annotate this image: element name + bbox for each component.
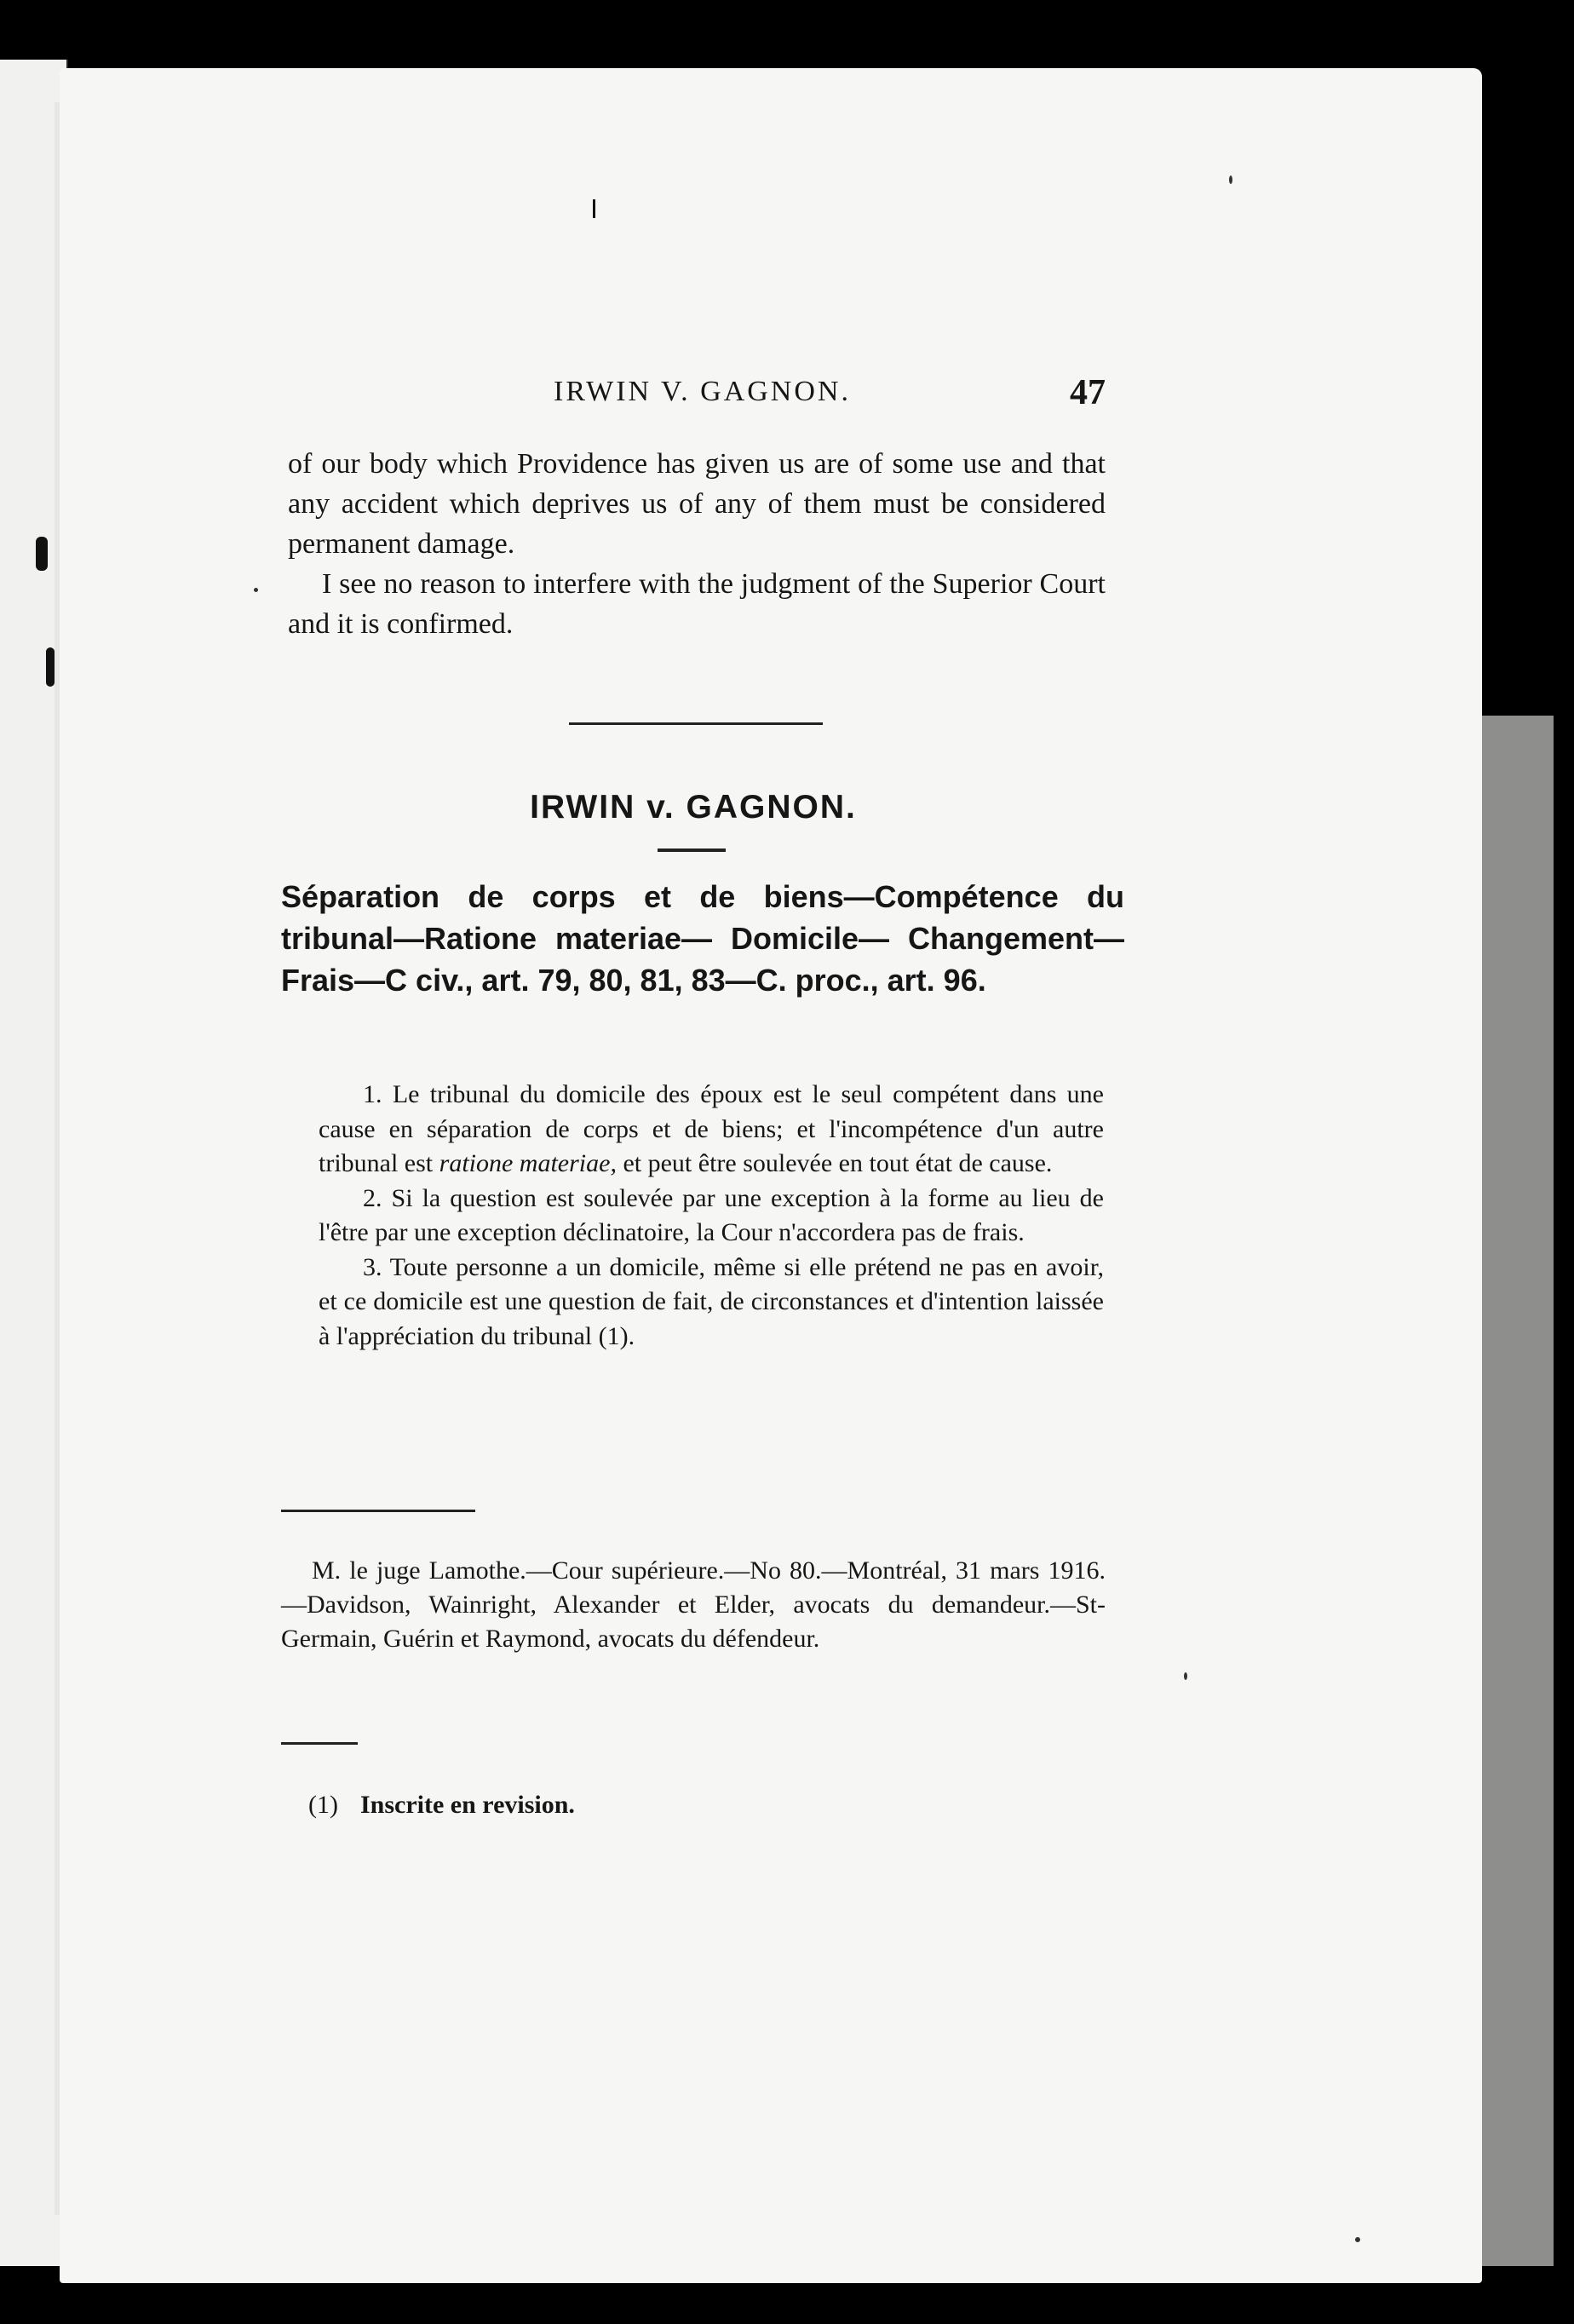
syllabus-text: et peut être soulevée en tout état de cause. — [623, 1149, 1053, 1177]
title-rule — [658, 848, 726, 852]
syllabus-number: 2. — [363, 1183, 382, 1212]
footnote-marker: (1) — [308, 1791, 338, 1819]
scan-artifact — [1184, 1672, 1187, 1680]
syllabus-italic: ratione materiae, — [439, 1149, 617, 1177]
syllabus-number: 1. — [363, 1080, 382, 1108]
footnote — [308, 1791, 575, 1820]
counsel-text: M. le juge Lamothe.—Cour supérieure.—No 80.—Montréal, 31 mars 1916.—Davidson, Wainright, Alexander et Elder, avocats du demandeur.—St-Germain, Guérin et Raymond, avocats du défendeur. — [281, 1556, 1106, 1653]
running-head-title: IRWIN V. GAGNON. — [554, 376, 851, 407]
scan-artifact — [254, 588, 258, 592]
scan-artifact — [46, 647, 55, 687]
page-number: 47 — [1070, 373, 1106, 412]
headnote — [281, 876, 1124, 1001]
counsel-divider — [281, 1510, 475, 1512]
case-title: IRWIN v. GAGNON. — [530, 789, 857, 825]
headnote-text: Séparation de corps et de biens—Compétence du tribunal—Ratione materiae— Domicile— Changement—Frais—C civ., art. 79, 80, 81, 83—C. proc., art. 96. — [281, 879, 1124, 998]
section-divider — [569, 722, 823, 725]
footnote-text: Inscrite en revision. — [359, 1791, 575, 1819]
page-stack-edge — [1473, 716, 1554, 2266]
syllabus-text: Le tribunal du domicile des époux est le seul compétent dans une cause en séparation de corps et de biens; et l'incompétence d'un autre tribunal est — [319, 1080, 1104, 1177]
scan-artifact — [593, 199, 595, 218]
syllabus — [319, 1078, 1104, 1354]
opening-text — [288, 444, 1106, 644]
syllabus-text: Toute personne a un domicile, même si elle prétend ne pas en avoir, et ce domicile est une question de fait, de circonstances et d'intention laissée à l'appréciation du tribunal (1). — [319, 1252, 1104, 1350]
counsel-note — [281, 1554, 1106, 1656]
running-head — [281, 372, 1106, 415]
syllabus-item — [319, 1078, 1104, 1182]
scan-artifact — [36, 537, 48, 571]
footnote-divider — [281, 1742, 358, 1745]
syllabus-number: 3. — [363, 1252, 382, 1281]
opening-paragraph: of our body which Providence has given us are of some use and that any accident which deprives us of any of them must be considered permanent damage. — [288, 448, 1106, 560]
scan-artifact — [1355, 2237, 1360, 2242]
scan-artifact — [1229, 175, 1232, 184]
syllabus-item — [319, 1251, 1104, 1355]
syllabus-text: Si la question est soulevée par une exception à la forme au lieu de l'être par une exception déclinatoire, la Cour n'accordera pas de frais. — [319, 1183, 1104, 1246]
syllabus-item — [319, 1182, 1104, 1251]
opening-paragraph: I see no reason to interfere with the judgment of the Superior Court and it is confirmed. — [288, 568, 1106, 640]
